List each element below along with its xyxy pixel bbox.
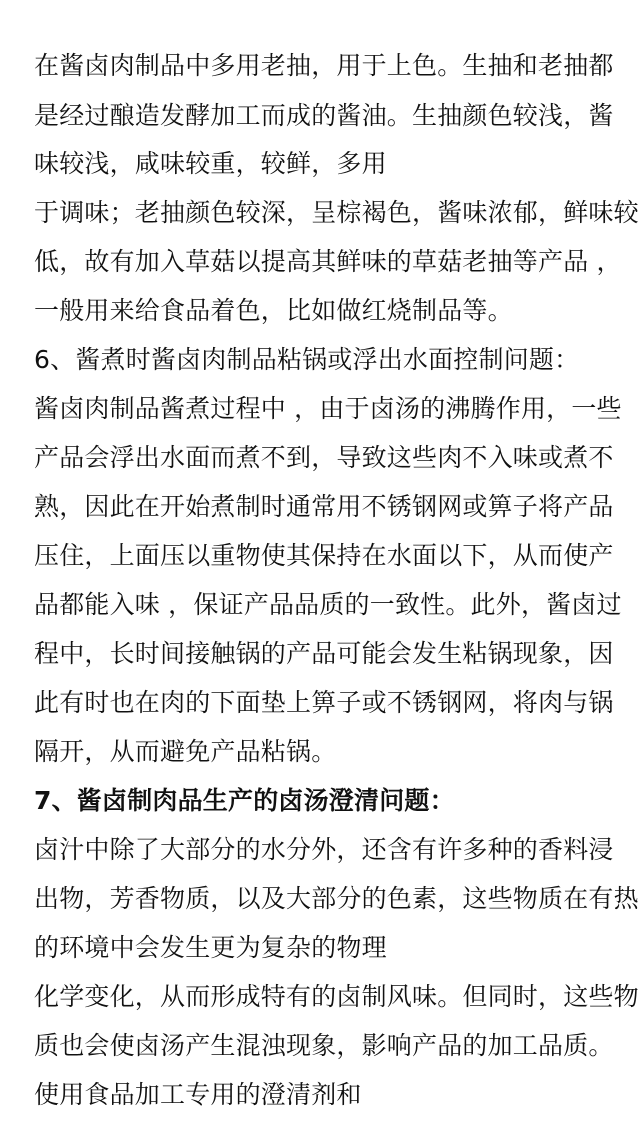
text-line: 是经过酿造发酵加工而成的酱油。生抽颜色较浅，酱 (34, 101, 614, 130)
text-line: 品都能入味 ，保证产品品质的一致性。此外，酱卤过 (34, 590, 622, 619)
text-line: 出物，芳香物质，以及大部分的色素，这些物质在有热 (34, 884, 639, 913)
section-heading-7: 7、酱卤制肉品生产的卤汤澄清问题： (34, 786, 455, 815)
text-line: 低，故有加入草菇以提高其鲜味的草菇老抽等产品 ， (34, 247, 622, 276)
text-line: 产品会浮出水面而煮不到，导致这些肉不入味或煮不 (34, 443, 614, 472)
text-line: 此有时也在肉的下面垫上箅子或不锈钢网，将肉与锅 (34, 688, 614, 717)
text-line: 酱卤肉制品酱煮过程中 ，由于卤汤的沸腾作用，一些 (34, 394, 622, 423)
text-line: 在酱卤肉制品中多用老抽，用于上色。生抽和老抽都 (34, 51, 614, 80)
text-line: 卤汁中除了大部分的水分外，还含有许多种的香料浸 (34, 835, 614, 864)
text-line: 隔开，从而避免产品粘锅。 (34, 737, 337, 766)
text-line: 味较浅，咸味较重，较鲜，多用 (34, 149, 387, 178)
text-line: 使用食品加工专用的澄清剂和 (34, 1080, 362, 1109)
text-line: 程中，长时间接触锅的产品可能会发生粘锅现象，因 (34, 639, 614, 668)
text-line: 压住，上面压以重物使其保持在水面以下，从而使产 (34, 541, 614, 570)
text-line: 于调味；老抽颜色较深，呈棕褐色，酱味浓郁，鲜味较 (34, 198, 639, 227)
text-line: 熟，因此在开始煮制时通常用不锈钢网或箅子将产品 (34, 492, 614, 521)
text-line: 化学变化，从而形成特有的卤制风味。但同时，这些物 (34, 982, 639, 1011)
text-line: 质也会使卤汤产生混浊现象，影响产品的加工品质。 (34, 1031, 614, 1060)
text-line: 的环境中会发生更为复杂的物理 (34, 933, 387, 962)
text-line: 一般用来给食品着色，比如做红烧制品等。 (34, 296, 513, 325)
section-heading-6: 6、酱煮时酱卤肉制品粘锅或浮出水面控制问题： (34, 345, 580, 374)
